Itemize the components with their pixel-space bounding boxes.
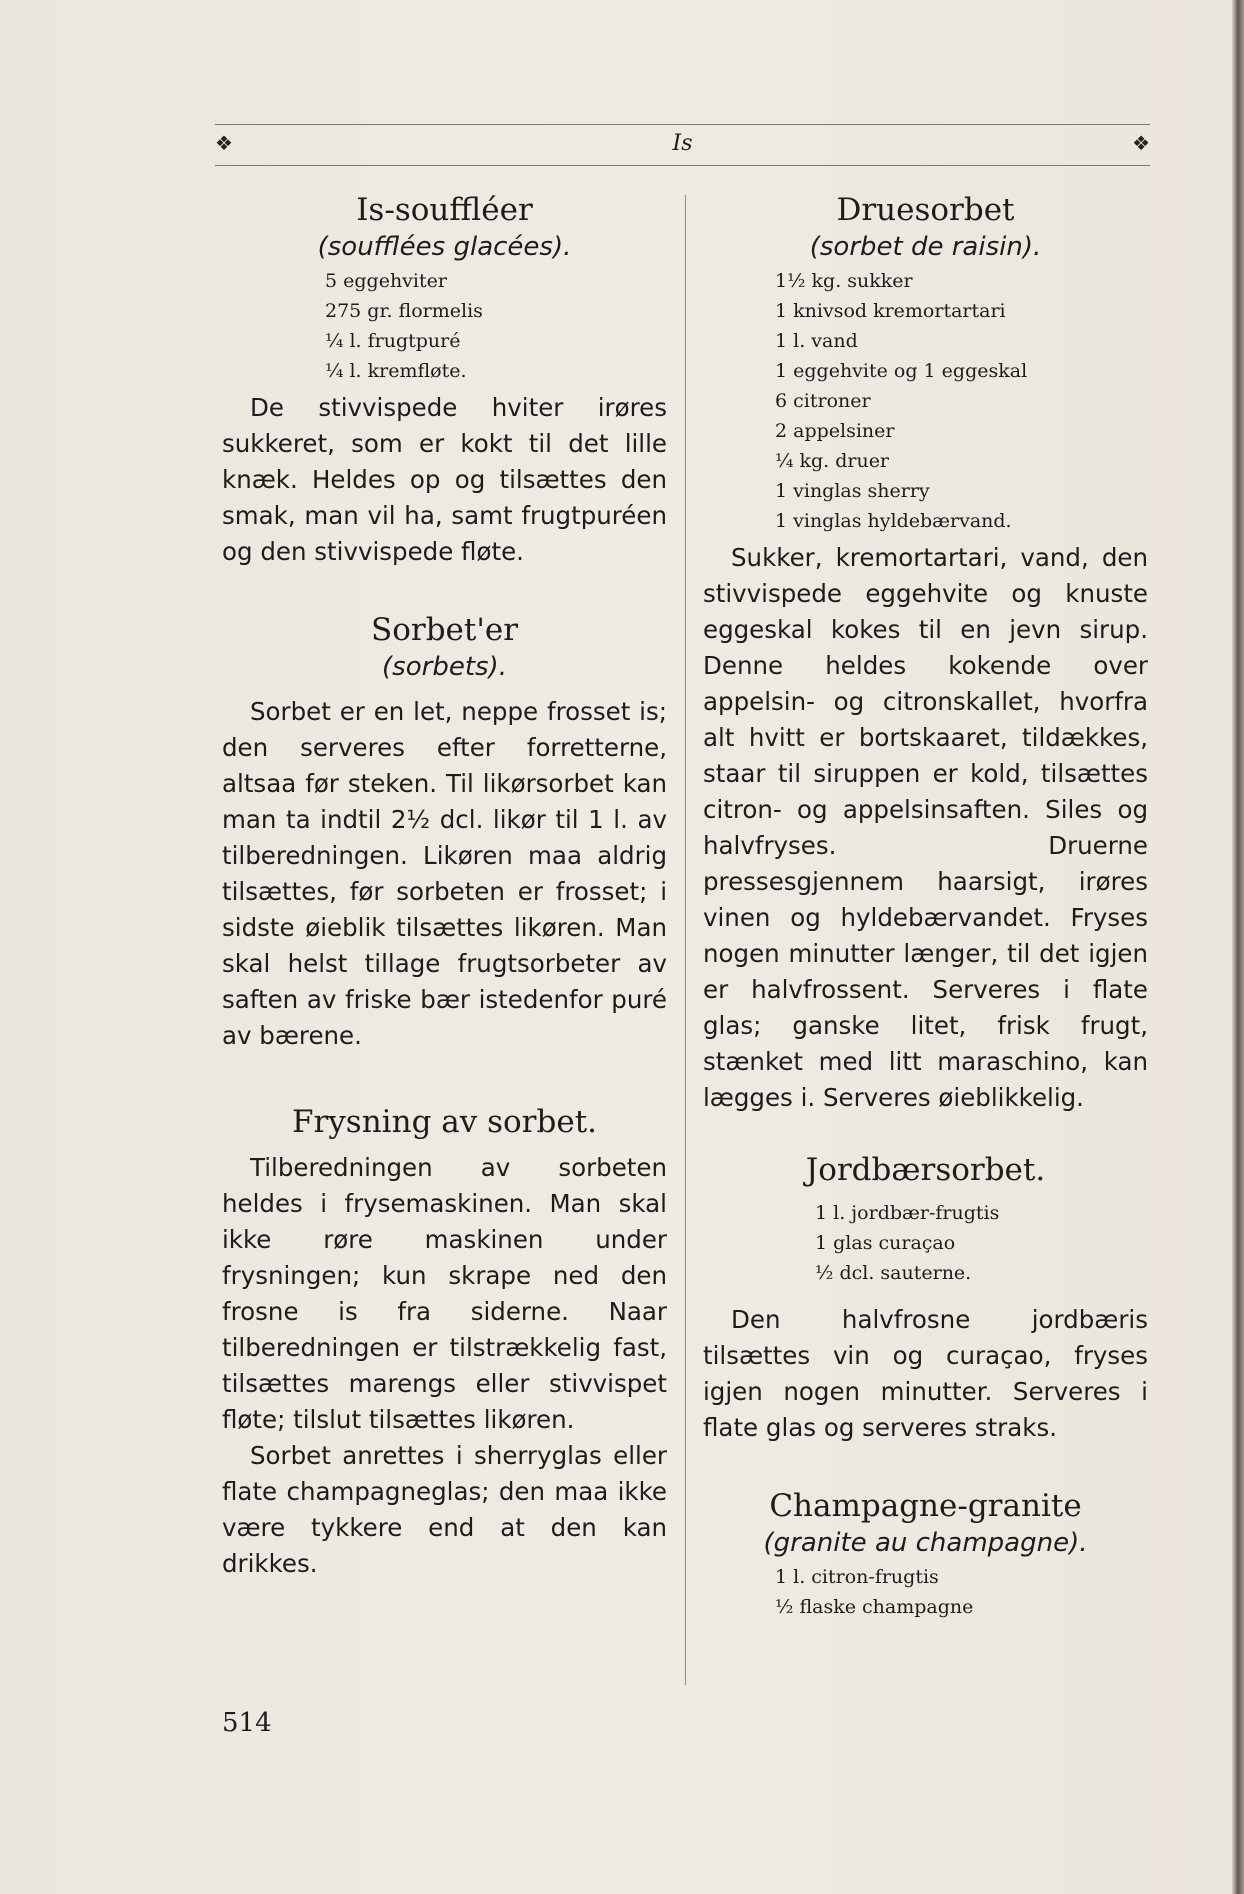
ingredient: 275 gr. flormelis <box>325 300 483 322</box>
recipe-subheading: (soufflées glacées). <box>317 232 572 262</box>
section-subheading: (sorbets). <box>382 652 507 682</box>
section-text: Sorbet er en let, neppe frosset is; den serveres efter forretterne, altsaa før steken. Til likørsorbet kan man ta indtil 2½ dcl. likør til 1 l. av tilberedningen. Likøren maa aldrig tilsættes, før sorbeten er frosset; i sidste øieblik tilsættes likøren. Man skal helst tillage frugtsorbeter av saften av friske bær istedenfor puré av bærene. <box>222 697 667 1050</box>
ornament-icon: ❖ <box>1132 131 1150 155</box>
ingredient: 2 appelsiner <box>775 420 895 442</box>
ingredient: 5 eggehviter <box>325 270 447 292</box>
page-number: 514 <box>222 1708 272 1738</box>
ingredient: ¼ l. frugtpuré <box>325 330 461 352</box>
section-heading: Frysning av sorbet. <box>291 1104 598 1140</box>
recipe-text: De stivvispede hviter irøres sukkeret, som er kokt til det lille knæk. Heldes op og tilsættes den smak, man vil ha, samt frugtpuréen og den stivvispede fløte. <box>222 393 667 566</box>
ingredient: ½ dcl. sauterne. <box>815 1262 972 1284</box>
recipe-subheading: (granite au champagne). <box>763 1528 1088 1558</box>
ingredient-list <box>775 266 1148 536</box>
section-text: Sorbet anrettes i sherryglas eller flate champagneglas; den maa ikke være tykkere end at den kan drikkes. <box>222 1441 667 1578</box>
ingredient: 1 l. vand <box>775 330 858 352</box>
right-column <box>703 190 1148 1626</box>
ingredient-list <box>325 266 667 386</box>
page-edge <box>1232 0 1244 1894</box>
recipe-heading: Jordbærsorbet. <box>805 1152 1046 1188</box>
recipe-subheading: (sorbet de raisin). <box>809 232 1042 262</box>
ingredient: 1 l. jordbær-frugtis <box>815 1202 1000 1224</box>
section-frysning <box>222 1102 667 1582</box>
ingredient: 1 knivsod kremortartari <box>775 300 1006 322</box>
ingredient: ¼ l. kremfløte. <box>325 360 467 382</box>
column-divider <box>685 195 686 1685</box>
recipe-is-souffleer <box>222 190 667 570</box>
recipe-heading: Champagne-granite <box>769 1488 1082 1524</box>
ingredient: 1 vinglas sherry <box>775 480 930 502</box>
recipe-jordbaersorbet <box>703 1150 1148 1446</box>
ingredient: 1½ kg. sukker <box>775 270 913 292</box>
ingredient: ¼ kg. druer <box>775 450 890 472</box>
ingredient: 1 l. citron-frugtis <box>775 1566 939 1588</box>
ingredient-list <box>775 1562 1148 1622</box>
ingredient-list <box>815 1198 1148 1288</box>
recipe-text: Sukker, kremortartari, vand, den stivvispede eggehvite og knuste eggeskal kokes til en jevn sirup. Denne heldes kokende over appelsin- og citronskallet, hvorfra alt hvitt er bortskaaret, tildækkes, staar til siruppen er kold, tilsættes citron- og appelsinsaften. Siles og halvfryses. Druerne pressesgjennem haarsigt, irøres vinen og hyldebærvandet. Fryses nogen minutter længer, til det igjen er halvfrossent. Serveres i flate glas; ganske litet, frisk frugt, stænket med litt maraschino, kan lægges i. Serveres øieblikkelig. <box>703 543 1148 1112</box>
ingredient: 1 vinglas hyldebærvand. <box>775 510 1012 532</box>
section-sorbeter <box>222 610 667 1054</box>
left-column <box>222 190 667 1582</box>
section-text: Tilberedningen av sorbeten heldes i frysemaskinen. Man skal ikke røre maskinen under frysningen; kun skrape ned den frosne is fra siderne. Naar tilberedningen er tilstrækkelig fast, tilsættes marengs eller stivvispet fløte; tilslut tilsættes likøren. <box>222 1153 667 1434</box>
ingredient: ½ flaske champagne <box>775 1596 974 1618</box>
ornament-icon: ❖ <box>215 131 233 155</box>
recipe-champagne-granite <box>703 1486 1148 1622</box>
ingredient: 6 citroner <box>775 390 871 412</box>
running-head <box>215 124 1150 166</box>
running-head-title: Is <box>672 131 693 156</box>
recipe-heading: Druesorbet <box>836 192 1015 228</box>
ingredient: 1 glas curaçao <box>815 1232 956 1254</box>
recipe-heading: Is-souffléer <box>356 192 533 228</box>
recipe-text: Den halvfrosne jordbæris tilsættes vin og curaçao, fryses igjen nogen minutter. Serveres i flate glas og serveres straks. <box>703 1305 1148 1442</box>
recipe-druesorbet <box>703 190 1148 1116</box>
section-heading: Sorbet'er <box>370 612 519 648</box>
ingredient: 1 eggehvite og 1 eggeskal <box>775 360 1028 382</box>
